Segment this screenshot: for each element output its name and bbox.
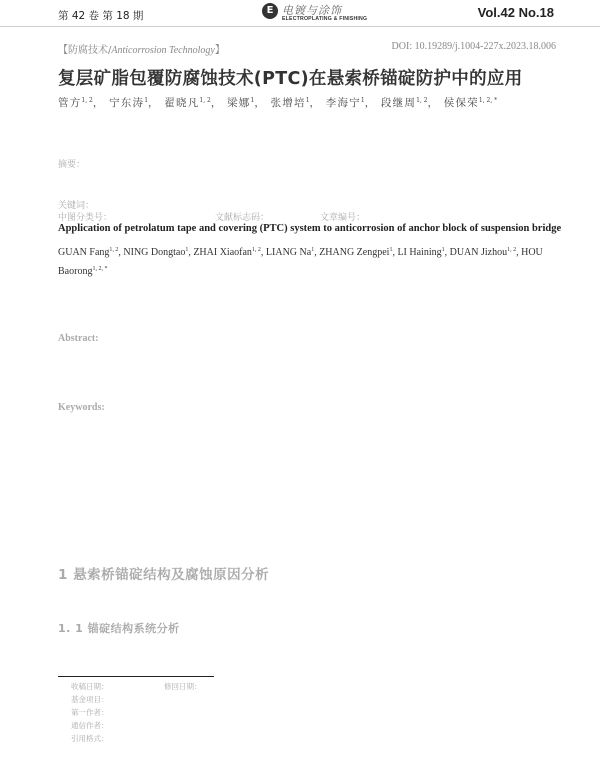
author-affil: 1, 2 <box>109 247 119 253</box>
author-en: HOU Baorong <box>58 247 543 277</box>
citation-label: 引用格式： <box>71 734 109 743</box>
doc-code-label: 文献标志码： <box>215 213 270 223</box>
author-affil: 1, 2, * <box>478 97 498 104</box>
author-affil: 1, 2 <box>416 97 428 104</box>
author-affil: 1, 2 <box>507 247 517 253</box>
author-cn: 管方 <box>58 97 82 109</box>
first-author-label: 第一作者： <box>71 708 109 717</box>
author-cn: 段继周 <box>380 97 417 109</box>
article-no-label: 文章编号： <box>320 213 366 223</box>
received-label: 收稿日期： <box>71 682 109 691</box>
fund-label: 基金项目： <box>71 695 109 704</box>
author-en: ZHAI Xiaofan <box>193 247 252 258</box>
author-affil: 1 <box>144 97 149 104</box>
header-rule <box>0 26 600 27</box>
abstract-en-label: Abstract: <box>58 333 99 344</box>
author-affil: 1, 2, * <box>92 266 108 272</box>
author-cn: 侯保荣 <box>443 97 479 109</box>
author-cn: 张增培 <box>270 97 306 109</box>
issue-label: 第 42 卷 第 18 期 <box>58 10 144 22</box>
author-affil: 1, 2 <box>81 97 93 104</box>
section-1-heading: 1 悬索桥锚碇结构及腐蚀原因分析 <box>58 567 270 583</box>
doi: DOI: 10.19289/j.1004-227x.2023.18.006 <box>391 41 556 52</box>
corresponding-label: 通信作者： <box>71 721 109 730</box>
footnote-rule <box>58 676 214 677</box>
author-cn: 宁东涛 <box>109 97 145 109</box>
revised-label: 修回日期： <box>164 682 202 691</box>
column-suffix: 】 <box>214 45 225 56</box>
column-en: Anticorrosion Technology <box>111 45 215 56</box>
author-affil: 1 <box>360 97 365 104</box>
author-affil: 1 <box>305 97 310 104</box>
author-cn: 梁娜 <box>227 97 251 109</box>
title-cn: 复层矿脂包覆防腐蚀技术(PTC)在悬索桥锚碇防护中的应用 <box>58 69 523 89</box>
logo-emblem-icon: E <box>262 3 278 19</box>
author-en: GUAN Fang <box>58 247 110 258</box>
author-affil: 1 <box>441 247 445 253</box>
author-en: ZHANG Zengpei <box>319 247 390 258</box>
column-tag <box>58 41 225 56</box>
authors-en: GUAN Fang$^{1, 2}$, NING Dongtao$^1$, ZHAI Xiaofan$^{1, 2}$, LIANG Na$^1$, ZHANG Zengpei$^1$, LI Haining$^1$, DUAN Jizhou$^{1, 2}$, HOU Baorong$^{1, 2, *}$ <box>58 247 543 277</box>
journal-logo <box>262 3 368 25</box>
author-affil: 1, 2 <box>251 247 261 253</box>
logo-text-cn: 电镀与涂饰 <box>282 4 342 17</box>
author-cn: 翟晓凡 <box>164 97 200 109</box>
column-prefix: 【防腐技术/ <box>58 45 112 56</box>
clc-label: 中图分类号： <box>58 213 113 223</box>
authors-cn: 管方$^{1, 2}$， 宁东涛$^1$， 翟晓凡$^{1, 2}$， 梁娜$^1$， 张增培$^1$， 李海宁$^1$， 段继周$^{1, 2}$， 侯保荣$^{1, 2, *}$ <box>58 97 498 109</box>
author-affil: 1 <box>250 97 255 104</box>
author-affil: 1 <box>389 247 393 253</box>
author-en: LI Haining <box>397 247 442 258</box>
title-en: Application of petrolatum tape and covering (PTC) system to anticorrosion of anchor block of suspension bridge <box>58 223 562 234</box>
author-en: DUAN Jizhou <box>449 247 508 258</box>
volume-label: Vol.42 No.18 <box>477 5 554 20</box>
abstract-cn-label: 摘要： <box>58 160 86 170</box>
logo-text-en: ELECTROPLATING & FINISHING <box>282 16 368 22</box>
author-en: NING Dongtao <box>123 247 186 258</box>
author-affil: 1 <box>311 247 315 253</box>
keywords-cn-label: 关键词： <box>58 201 95 211</box>
author-cn: 李海宁 <box>325 97 361 109</box>
author-affil: 1, 2 <box>199 97 211 104</box>
author-en: LIANG Na <box>265 247 312 258</box>
author-affil: 1 <box>185 247 189 253</box>
keywords-en-label: Keywords: <box>58 402 105 413</box>
section-1-1-heading: 1. 1 锚碇结构系统分析 <box>58 622 180 635</box>
